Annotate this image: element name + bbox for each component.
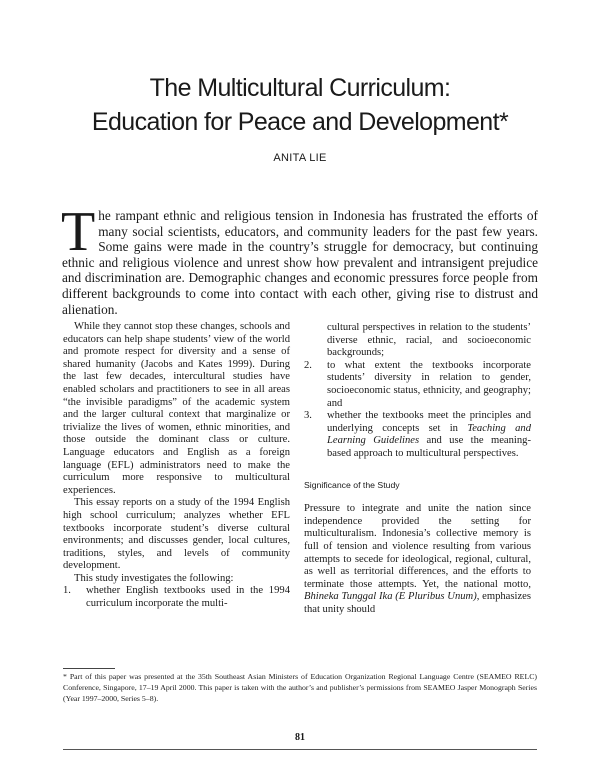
page-number: 81 <box>295 732 305 743</box>
title-line-1: The Multicultural Curriculum: <box>149 74 451 102</box>
body-paragraph-1: While they cannot stop these changes, schools and educators can help shape students’ view of the world and promote respect for diversity and a sense of shared humanity (Jacobs and Kates 1999). During the last few decades, intercultural studies have enabled scholars and practitioners to see in all areas “the invisible paradigms” of the academic system and the larger cultural context that marginalize or trivialize the lives of women, ethnic minorities, and those outside the dominant class or culture. Language educators and English as a foreign language (EFL) administrators need to make the curriculum more responsive to multicultural experiences. <box>63 321 290 496</box>
drop-cap: T <box>61 201 96 263</box>
national-motto: Bhineka Tunggal Ika (E Pluribus Unum) <box>304 591 477 603</box>
list-item-text: to what extent the textbooks incorporate students’ diversity in relation to gender, socioeconomic status, ethnicity, and geography; and <box>327 359 531 409</box>
significance-text-pre: Pressure to integrate and unite the nation since independence provided the setting for multiculturalism. Indonesia’s collective memory is full of tension and violence resulting from various attempts to secede for ideological, regional, cultural, as well as territorial differences, and the efforts to terminate those attempts. Yet, the national motto, <box>304 503 531 590</box>
body-paragraph-3: This study investigates the following: <box>74 572 234 584</box>
list-item-number: 3. <box>304 410 312 422</box>
abstract-paragraph <box>61 201 538 317</box>
significance-text-post: , emphasizes that unity should <box>304 591 531 615</box>
author-name: ANITA LIE <box>273 152 327 164</box>
right-column <box>304 322 531 616</box>
list-item-number: 2. <box>304 359 312 371</box>
section-heading: Significance of the Study <box>304 479 400 490</box>
left-column <box>63 321 290 611</box>
list-item-text: whether English textbooks used in the 1994 curriculum incorporate the multi- <box>86 585 290 610</box>
list-item-number: 1. <box>63 585 71 597</box>
list-item-text-pre: whether the textbooks meet the principles and underlying concepts set in <box>327 410 531 434</box>
significance-paragraph <box>304 503 531 616</box>
list-item <box>63 585 290 610</box>
footnote: * Part of this paper was presented at the 35th Southeast Asian Ministers of Education Organization Regional Language Centre (SEAMEO RELC) Conference, Singapore, 17–19 April 2000. This paper is taken with the author’s and publisher’s permissions from SEAMEO Jasper Monograph Series (Year 1997–2000, Series 5–8). <box>63 672 537 704</box>
title-line-2: Education for Peace and Development* <box>91 108 509 136</box>
list-item <box>304 410 531 460</box>
list-item-text-post: and use the meaning-based approach to multicultural perspectives. <box>327 435 531 459</box>
footnote-rule <box>63 668 115 669</box>
page-bottom-rule <box>63 749 537 750</box>
research-questions-list-continued <box>304 360 531 461</box>
list-item <box>304 360 531 410</box>
guidelines-title: Teaching and Learning Guidelines <box>327 422 531 447</box>
body-paragraph-2: This essay reports on a study of the 1994 English high school curriculum; analyzes whether EFL textbooks incorporate student’s diverse cultural environments; and discusses gender, local cultures, traditions, styles, and levels of community development. <box>63 497 290 572</box>
page-title <box>0 71 600 139</box>
abstract-text: he rampant ethnic and religious tension in Indonesia has frustrated the efforts of many social scientists, educators, and community leaders for the past few years. Some gains were made in the country’s struggle for democracy, but continuing ethnic and religious violence and unrest show how prevalent and intransigent prejudice and discrimination are. Demographic changes and economic pressures force people from different backgrounds to come into contact with each other, giving rise to distrust and alienation. <box>62 208 538 317</box>
list-item-continuation: cultural perspectives in relation to the students’ diverse ethnic, racial, and socioeconomic backgrounds; <box>327 322 531 359</box>
research-questions-list <box>63 585 290 610</box>
